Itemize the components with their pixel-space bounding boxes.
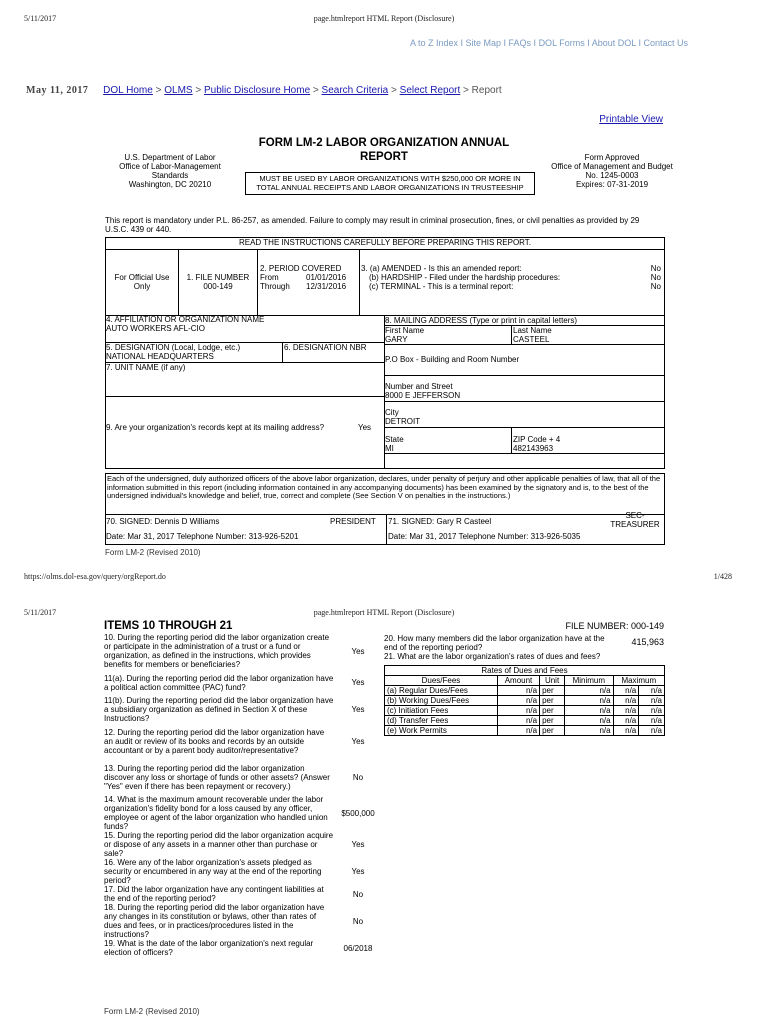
question-text: 14. What is the maximum amount recoverable under the labor organization's fidelity bond for a loss caused by any officer, employee or agent of the labor organization who handled union funds? <box>104 795 328 831</box>
q20-text: 20. How many members did the labor organization have at the end of the reporting period? <box>384 634 605 652</box>
topnav-link[interactable]: About DOL <box>591 38 636 48</box>
items-heading: ITEMS 10 THROUGH 21 <box>104 620 233 632</box>
question-row <box>104 723 384 759</box>
question-row <box>104 831 384 858</box>
question-answer: Yes <box>351 678 365 687</box>
top-navigation <box>410 38 688 48</box>
breadcrumb-link[interactable]: Public Disclosure Home <box>203 85 311 96</box>
q3a-label: 3. (a) AMENDED - Is this an amended report: <box>361 264 522 273</box>
page-url: https://olms.dol-esa.gov/query/orgReport.do <box>24 572 166 581</box>
mailing-address <box>385 315 664 468</box>
breadcrumb-separator: > <box>460 85 472 96</box>
q5-value: NATIONAL HEADQUARTERS <box>106 352 214 361</box>
question-answer: Yes <box>351 840 365 849</box>
question-answer: No <box>352 772 364 782</box>
q3a-value: No <box>650 264 661 273</box>
dues-cell: (b) Working Dues/Fees <box>385 696 498 706</box>
dues-header: Minimum <box>565 676 614 686</box>
nav-separator: I <box>457 38 466 48</box>
print-title-2: page.htmlreport HTML Report (Disclosure) <box>313 608 455 617</box>
breadcrumb-separator: > <box>310 85 322 96</box>
question-text: 17. Did the labor organization have any contingent liabilities at the end of the reporting period? <box>104 885 324 903</box>
read-instructions: READ THE INSTRUCTIONS CAREFULLY BEFORE PREPARING THIS REPORT. <box>106 238 664 250</box>
question-row <box>104 669 384 696</box>
agency-line: Standards <box>151 171 189 180</box>
dues-cell: per <box>540 686 565 696</box>
dues-cell: n/a <box>565 716 614 726</box>
agency-line: Washington, DC 20210 <box>128 180 212 189</box>
period-label: 2. PERIOD COVERED <box>260 264 342 273</box>
dues-cell: per <box>540 726 565 736</box>
breadcrumb-separator: > <box>192 85 204 96</box>
breadcrumb-link[interactable]: DOL Home <box>103 85 153 96</box>
zip-value: 482143963 <box>513 444 554 453</box>
dues-cell: n/a <box>497 696 539 706</box>
breadcrumb-separator: > <box>388 85 400 96</box>
question-text: 16. Were any of the labor organization's assets pledged as security or encumbered in any way at the end of the reporting period? <box>104 858 322 885</box>
nav-separator: I <box>635 38 644 48</box>
po-box-label: P.O Box - Building and Room Number <box>385 355 520 364</box>
file-number-value: 000-149 <box>203 282 233 291</box>
dues-cell: n/a <box>613 706 639 716</box>
dues-table <box>384 665 665 736</box>
file-number-cell <box>179 249 258 315</box>
form-title <box>230 136 538 164</box>
dues-cell: n/a <box>565 686 614 696</box>
form-title-line2: REPORT <box>360 151 408 163</box>
q3b-label: (b) HARDSHIP - Filed under the hardship procedures: <box>369 273 561 282</box>
dues-cell: n/a <box>497 686 539 696</box>
dues-header: Amount <box>497 676 539 686</box>
dues-cell: n/a <box>613 716 639 726</box>
approval-block <box>528 153 696 189</box>
dues-cell: n/a <box>613 686 639 696</box>
first-name-label: First Name <box>385 326 425 335</box>
signature-71-date: Date: Mar 31, 2017 Telephone Number: 313-926-5035 <box>388 532 581 541</box>
declaration-text: Each of the undersigned, duly authorized officers of the above labor organization, declares, under penalty of perjury and other applicable penalties of law, that all of the information submitted in this report (including information contained in any accompanying documents) has been examined by the signatory and is, to the best of the undersigned individual's knowledge and belief, true, correct and complete (See Section V on penalties in the instructions.) <box>107 474 661 500</box>
nav-separator: I <box>501 38 509 48</box>
dues-cell: n/a <box>639 706 665 716</box>
dues-cell: n/a <box>565 696 614 706</box>
q20-block <box>384 634 664 661</box>
q6-label: 6. DESIGNATION NBR <box>284 343 367 352</box>
approval-line: No. 1245-0003 <box>585 171 639 180</box>
agency-block <box>105 153 235 189</box>
question-text: 15. During the reporting period did the labor organization acquire or dispose of any assets in a manner other than purchase or sale? <box>104 831 334 858</box>
dues-cell: per <box>540 696 565 706</box>
dues-cell: per <box>540 706 565 716</box>
dues-row <box>385 686 665 696</box>
last-name-value: CASTEEL <box>513 335 550 344</box>
q9-label: 9. Are your organization's records kept at its mailing address? <box>106 423 325 432</box>
street-label: Number and Street <box>385 382 453 391</box>
question-row <box>104 696 384 723</box>
print-date: 5/11/2017 <box>24 14 57 23</box>
city-value: DETROIT <box>385 417 421 426</box>
first-name-value: GARY <box>385 335 408 344</box>
dues-cell: per <box>540 716 565 726</box>
dues-cell: n/a <box>639 686 665 696</box>
agency-line: U.S. Department of Labor <box>124 153 216 162</box>
dues-cell: n/a <box>613 726 639 736</box>
breadcrumb-separator: > <box>152 85 165 96</box>
form-main-box <box>105 237 665 469</box>
period-through: 12/31/2016 <box>306 282 347 291</box>
topnav-link[interactable]: A to Z Index <box>409 38 458 48</box>
question-answer: Yes <box>351 867 365 876</box>
question-answer: Yes <box>351 646 365 656</box>
questions-list <box>104 633 384 957</box>
q3-cell <box>361 264 661 291</box>
must-be-used-notice: MUST BE USED BY LABOR ORGANIZATIONS WITH $250,000 OR MORE IN TOTAL ANNUAL RECEIPTS AND LABOR ORGANIZATIONS IN TRUSTEESHIP <box>245 172 535 195</box>
period-covered-cell <box>258 249 360 315</box>
breadcrumb-link[interactable]: Select Report <box>399 85 461 96</box>
state-value: MI <box>385 444 394 453</box>
question-text: 13. During the reporting period did the labor organization discover any loss or shortage of funds or other assets? (Answer "Yes" even if there has been repayment or recovery.) <box>104 763 330 791</box>
dues-cell: (c) Initiation Fees <box>385 706 498 716</box>
file-number-label: 1. FILE NUMBER <box>186 273 250 282</box>
topnav-link[interactable]: Site Map <box>465 38 502 48</box>
topnav-link[interactable]: Contact Us <box>643 38 688 48</box>
question-text: 11(a). During the reporting period did the labor organization have a political action committee (PAC) fund? <box>104 673 334 692</box>
mandatory-notice: This report is mandatory under P.L. 86-257, as amended. Failure to comply may result in criminal prosecution, fines, or civil penalties as provided by 29 U.S.C. 439 or 440. <box>105 216 640 234</box>
topnav-link[interactable]: FAQs <box>508 38 532 48</box>
signature-71: 71. SIGNED: Gary R Casteel <box>388 517 492 526</box>
question-row <box>104 903 384 939</box>
dues-cell: (d) Transfer Fees <box>385 716 498 726</box>
question-text: 18. During the reporting period did the labor organization have any changes in its constitution or bylaws, other than rates of dues and fees, or in practices/procedures listed in the instructions? <box>104 903 325 939</box>
question-answer: 06/2018 <box>343 943 373 953</box>
question-row <box>104 939 384 957</box>
q3c-label: (c) TERMINAL - This is a terminal report: <box>369 282 514 291</box>
items-file-number: FILE NUMBER: 000-149 <box>565 621 664 631</box>
last-name-label: Last Name <box>513 326 552 335</box>
q8-label: 8. MAILING ADDRESS (Type or print in capital letters) <box>385 316 578 325</box>
q4-label: 4. AFFILIATION OR ORGANIZATION NAME <box>106 315 265 324</box>
approval-line: Expires: 07-31-2019 <box>575 180 649 189</box>
question-answer: $500,000 <box>341 808 375 818</box>
dues-table-title: Rates of Dues and Fees <box>385 666 665 676</box>
approval-line: Office of Management and Budget <box>551 162 673 171</box>
approval-line: Form Approved <box>584 153 640 162</box>
signature-70-date: Date: Mar 31, 2017 Telephone Number: 313-926-5201 <box>106 532 299 541</box>
dues-row <box>385 726 665 736</box>
items-revision-note: Form LM-2 (Revised 2010) <box>104 1007 200 1016</box>
dues-header: Unit <box>540 676 565 686</box>
dues-cell: n/a <box>497 726 539 736</box>
period-through-label: Through <box>260 282 290 291</box>
print-title: page.htmlreport HTML Report (Disclosure) <box>313 14 455 23</box>
nav-separator: I <box>584 38 592 48</box>
zip-label: ZIP Code + 4 <box>513 435 561 444</box>
dues-cell: (a) Regular Dues/Fees <box>385 686 498 696</box>
dues-cell: n/a <box>565 726 614 736</box>
dues-cell: n/a <box>613 696 639 706</box>
q3c-value: No <box>650 282 661 291</box>
city-label: City <box>385 408 399 417</box>
breadcrumb <box>26 85 502 96</box>
breadcrumb-current: Report <box>471 85 502 96</box>
dues-cell: n/a <box>497 706 539 716</box>
breadcrumb-link[interactable]: OLMS <box>164 85 193 96</box>
question-text: 19. What is the date of the labor organization's next regular election of officers? <box>104 939 314 957</box>
q7-label: 7. UNIT NAME (if any) <box>106 363 186 372</box>
agency-line: Office of Labor-Management <box>119 162 221 171</box>
dues-cell: n/a <box>639 696 665 706</box>
dues-header: Dues/Fees <box>385 676 498 686</box>
dues-row <box>385 696 665 706</box>
q20-value: 415,963 <box>631 637 664 647</box>
question-row <box>104 795 384 831</box>
form-revision-note: Form LM-2 (Revised 2010) <box>105 548 201 557</box>
period-from: 01/01/2016 <box>306 273 347 282</box>
q5-label: 5. DESIGNATION (Local, Lodge, etc.) <box>106 343 241 352</box>
question-answer: No <box>352 889 364 899</box>
dues-table-header <box>385 676 665 686</box>
question-answer: Yes <box>351 705 365 714</box>
breadcrumb-link[interactable]: Search Criteria <box>321 85 389 96</box>
question-answer: No <box>352 916 364 926</box>
signature-71-title: SEC-TREASURER <box>610 511 660 529</box>
printable-view-link[interactable]: Printable View <box>599 114 663 125</box>
dues-row <box>385 716 665 726</box>
print-date-2: 5/11/2017 <box>24 608 57 617</box>
signature-box <box>105 473 665 545</box>
dues-cell: n/a <box>565 706 614 716</box>
q4-value: AUTO WORKERS AFL-CIO <box>106 324 205 333</box>
left-column <box>106 315 385 468</box>
dues-cell: n/a <box>497 716 539 726</box>
topnav-link[interactable]: DOL Forms <box>538 38 585 48</box>
dues-row <box>385 706 665 716</box>
dues-cell: (e) Work Permits <box>385 726 498 736</box>
signature-70-title: PRESIDENT <box>330 517 376 526</box>
report-date: May 11, 2017 <box>26 85 89 96</box>
question-text: 11(b). During the reporting period did the labor organization have a subsidiary organization as defined in Section X of these Instructions? <box>104 696 334 723</box>
signature-70: 70. SIGNED: Dennis D Williams <box>106 517 220 526</box>
page-count: 1/428 <box>713 572 732 581</box>
dues-cell: n/a <box>639 726 665 736</box>
q3b-value: No <box>650 273 661 282</box>
street-value: 8000 E JEFFERSON <box>385 391 461 400</box>
q21-text: 21. What are the labor organization's rates of dues and fees? <box>384 652 601 661</box>
period-from-label: From <box>260 273 279 282</box>
dues-header: Maximum <box>613 676 664 686</box>
question-answer: Yes <box>351 736 365 746</box>
question-text: 12. During the reporting period did the labor organization have an audit or review of its books and records by an outside accountant or by a parent body auditor/representative? <box>104 727 325 755</box>
official-use: For Official Use Only <box>106 249 179 315</box>
state-label: State <box>385 435 404 444</box>
question-row <box>104 633 384 669</box>
question-text: 10. During the reporting period did the labor organization create or participate in the administration of a trust or a fund or organization, as defined in the instructions, which provides benefits for members or beneficiaries? <box>104 633 330 669</box>
nav-separator: I <box>531 38 539 48</box>
question-row <box>104 759 384 795</box>
q9-value: Yes <box>358 423 372 432</box>
question-row <box>104 858 384 885</box>
dues-cell: n/a <box>639 716 665 726</box>
form-title-line1: FORM LM-2 LABOR ORGANIZATION ANNUAL <box>258 137 510 149</box>
question-row <box>104 885 384 903</box>
